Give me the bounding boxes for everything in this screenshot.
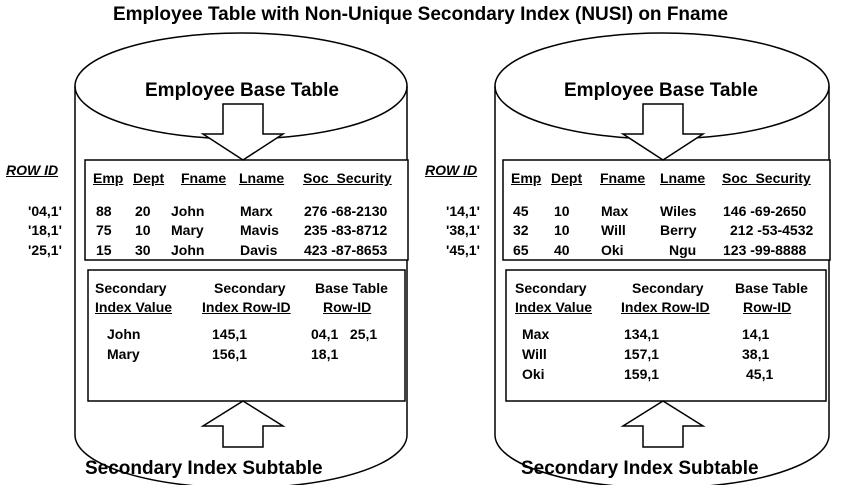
- right-row2-lname: Berry: [660, 222, 697, 238]
- right-row1-emp: 45: [513, 203, 529, 219]
- left-header-soc-security: Soc_Security: [303, 170, 392, 186]
- left-index-header-1-line1: Secondary: [95, 280, 167, 296]
- right-index-header-2-line2: Index Row-ID: [621, 299, 710, 315]
- left-index-row2-rowid: 156,1: [212, 346, 248, 362]
- right-up-arrow: [623, 401, 703, 447]
- left-index-header-3-line2: Row-ID: [323, 299, 372, 315]
- right-index-row3-value: Oki: [522, 366, 545, 382]
- left-header-lname: Lname: [239, 170, 285, 186]
- left-header-emp: Emp: [93, 170, 124, 186]
- right-row3-emp: 65: [513, 242, 529, 258]
- left-row2-lname: Mavis: [240, 222, 279, 238]
- left-subtable-label: Secondary Index Subtable: [85, 458, 323, 479]
- right-down-arrow: [623, 104, 703, 160]
- right-row1-lname: Wiles: [660, 203, 697, 219]
- left-index-header-2-line1: Secondary: [214, 280, 286, 296]
- left-row3-ssn: 423 -87-8653: [304, 242, 388, 258]
- left-row1-emp: 88: [96, 203, 112, 219]
- right-header-dept: Dept: [551, 170, 583, 186]
- left-row-id-label: ROW ID: [6, 162, 59, 178]
- left-index-row1-base-rowid: 04,1 25,1: [311, 326, 378, 342]
- right-index-header-3-line2: Row-ID: [743, 299, 792, 315]
- left-row3-fname: John: [171, 242, 205, 258]
- right-index-row1-base-rowid: 14,1: [742, 326, 770, 342]
- left-row1-dept: 20: [135, 203, 151, 219]
- right-row3-ssn: 123 -99-8888: [723, 242, 807, 258]
- diagram-title: Employee Table with Non-Unique Secondary Index (NUSI) on Fname: [112, 4, 729, 25]
- right-index-row2-value: Will: [522, 346, 547, 362]
- right-row2-dept: 10: [554, 222, 570, 238]
- left-base-table-label: Employee Base Table: [145, 80, 339, 101]
- right-header-emp: Emp: [511, 170, 542, 186]
- right-header-lname: Lname: [660, 170, 706, 186]
- left-up-arrow: [203, 401, 283, 447]
- right-index-row2-base-rowid: 38,1: [742, 346, 770, 362]
- right-row1-ssn: 146 -69-2650: [723, 203, 807, 219]
- right-row3-lname: Ngu: [669, 242, 697, 258]
- right-row-id-label: ROW ID: [425, 162, 478, 178]
- left-row-id-3: '25,1': [28, 242, 62, 258]
- left-row-id-1: '04,1': [28, 203, 62, 219]
- right-index-header-2-line1: Secondary: [632, 280, 704, 296]
- right-row1-dept: 10: [554, 203, 570, 219]
- right-row-id-2: '38,1': [446, 222, 480, 238]
- right-row3-fname: Oki: [601, 242, 624, 258]
- left-row3-lname: Davis: [240, 242, 278, 258]
- right-row-id-1: '14,1': [446, 203, 480, 219]
- left-index-row1-value: John: [107, 326, 141, 342]
- right-index-header-1-line1: Secondary: [515, 280, 587, 296]
- left-index-header-1-line2: Index Value: [95, 299, 173, 315]
- right-index-header-1-line2: Index Value: [515, 299, 593, 315]
- left-row-id-2: '18,1': [28, 222, 62, 238]
- left-down-arrow: [203, 104, 283, 160]
- left-header-fname: Fname: [181, 170, 227, 186]
- left-index-row2-value: Mary: [107, 346, 140, 362]
- left-index-row2-base-rowid: 18,1: [311, 346, 339, 362]
- right-row2-emp: 32: [513, 222, 529, 238]
- left-row3-emp: 15: [96, 242, 112, 258]
- right-base-table-label: Employee Base Table: [564, 80, 758, 101]
- left-row2-emp: 75: [96, 222, 112, 238]
- left-row1-fname: John: [171, 203, 205, 219]
- right-index-row1-value: Max: [522, 326, 550, 342]
- right-row2-ssn: 212 -53-4532: [730, 222, 814, 238]
- left-index-header-2-line2: Index Row-ID: [202, 299, 291, 315]
- right-index-header-3-line1: Base Table: [735, 280, 808, 296]
- right-row3-dept: 40: [554, 242, 570, 258]
- right-header-soc-security: Soc_Security: [722, 170, 811, 186]
- right-row1-fname: Max: [601, 203, 629, 219]
- right-index-row3-base-rowid: 45,1: [746, 366, 774, 382]
- right-index-row2-rowid: 157,1: [624, 346, 660, 362]
- right-index-row3-rowid: 159,1: [624, 366, 660, 382]
- left-row1-lname: Marx: [240, 203, 273, 219]
- left-index-header-3-line1: Base Table: [315, 280, 388, 296]
- right-row2-fname: Will: [601, 222, 626, 238]
- left-row2-fname: Mary: [171, 222, 204, 238]
- right-subtable-label: Secondary Index Subtable: [521, 458, 759, 479]
- left-row1-ssn: 276 -68-2130: [304, 203, 388, 219]
- left-header-dept: Dept: [133, 170, 165, 186]
- right-index-row1-rowid: 134,1: [624, 326, 660, 342]
- left-row2-dept: 10: [135, 222, 151, 238]
- left-row2-ssn: 235 -83-8712: [304, 222, 388, 238]
- right-header-fname: Fname: [600, 170, 646, 186]
- left-row3-dept: 30: [135, 242, 151, 258]
- left-index-row1-rowid: 145,1: [212, 326, 248, 342]
- right-row-id-3: '45,1': [446, 242, 480, 258]
